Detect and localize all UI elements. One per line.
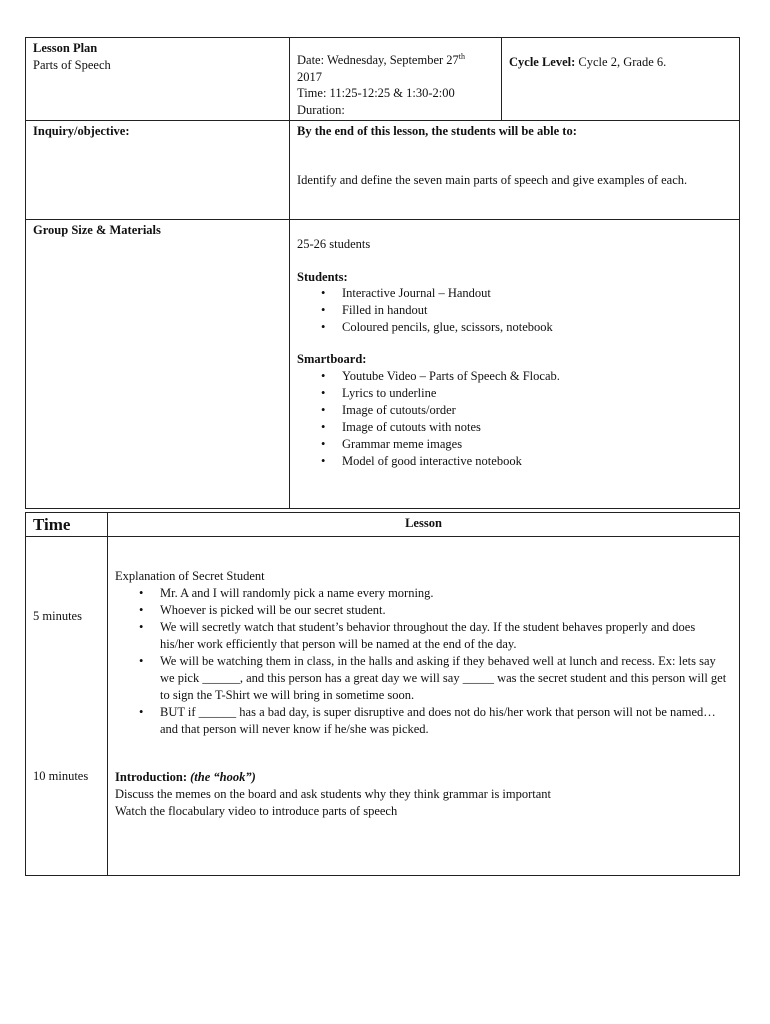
list-item: • Interactive Journal – Handout <box>342 285 732 302</box>
cycle-cell <box>502 38 740 121</box>
list-item: • Filled in handout <box>342 302 732 319</box>
cycle-label: Cycle Level: <box>509 55 576 69</box>
objective-text: Identify and define the seven main parts of speech and give examples of each. <box>297 172 688 187</box>
time-10-minutes: 10 minutes <box>33 769 89 783</box>
plan-subject: Parts of Speech <box>33 57 111 72</box>
introduction-title: Introduction: (the “hook”) <box>115 770 256 784</box>
list-item: • Grammar meme images <box>342 436 732 453</box>
materials-label-cell <box>26 220 290 509</box>
secret-student-title: Explanation of Secret Student <box>115 569 265 583</box>
date-year: 2017 <box>297 69 322 84</box>
list-item: • Lyrics to underline <box>342 385 732 402</box>
date-cell <box>290 38 502 121</box>
objective-label: Inquiry/objective: <box>33 124 130 138</box>
materials-content-cell <box>290 220 740 509</box>
list-item: • Mr. A and I will randomly pick a name every morning. <box>160 585 732 602</box>
list-item: • Image of cutouts with notes <box>342 419 732 436</box>
list-item: • We will secretly watch that student’s behavior throughout the day. If the student behaves properly and does his/her work efficiently that person will be named at the end of the day. <box>160 619 732 653</box>
time-line: Time: 11:25-12:25 & 1:30-2:00 <box>297 86 455 100</box>
lesson-header: Lesson <box>405 516 442 530</box>
introduction-line: Watch the flocabulary video to introduce parts of speech <box>115 804 398 818</box>
time-header: Time <box>33 515 71 534</box>
smartboard-heading: Smartboard: <box>297 352 367 366</box>
smartboard-list <box>297 368 732 470</box>
lesson-content-cell <box>108 537 740 876</box>
title-cell <box>26 38 290 121</box>
secret-student-list <box>115 585 732 738</box>
lesson-plan-page <box>25 37 739 876</box>
lesson-table <box>25 512 740 876</box>
objective-content-cell <box>290 121 740 220</box>
list-item: • Whoever is picked will be our secret student. <box>160 602 732 619</box>
list-item: • BUT if ______ has a bad day, is super disruptive and does not do his/her work that person will not be named… and that person will never know if he/she was picked. <box>160 704 732 738</box>
date-line: Date: Wednesday, September 27th <box>297 52 466 67</box>
students-heading: Students: <box>297 269 348 284</box>
duration-line: Duration: <box>297 102 345 117</box>
students-list <box>297 285 732 336</box>
list-item: • Youtube Video – Parts of Speech & Flocab. <box>342 368 732 385</box>
materials-label: Group Size & Materials <box>33 223 161 237</box>
objective-heading: By the end of this lesson, the students will be able to: <box>297 124 577 138</box>
plan-title: Lesson Plan <box>33 41 98 55</box>
cycle-value: Cycle 2, Grade 6. <box>575 55 667 69</box>
list-item: • Image of cutouts/order <box>342 402 732 419</box>
list-item: • We will be watching them in class, in the halls and asking if they behaved well at lunch and recess. Ex: lets say we pick ______, and this person has a great day we will say _____ was the secret student and this person will get to sign the T-Shirt we will bring in sometime soon. <box>160 653 732 704</box>
list-item: • Model of good interactive notebook <box>342 453 732 470</box>
introduction-line: Discuss the memes on the board and ask students why they think grammar is important <box>115 787 552 801</box>
time-5-minutes: 5 minutes <box>33 609 82 623</box>
time-column <box>26 537 108 876</box>
lesson-header-cell <box>108 513 740 537</box>
time-header-cell <box>26 513 108 537</box>
group-size: 25-26 students <box>297 237 371 251</box>
lesson-plan-table <box>25 37 740 509</box>
list-item: • Coloured pencils, glue, scissors, notebook <box>342 319 732 336</box>
objective-label-cell <box>26 121 290 220</box>
